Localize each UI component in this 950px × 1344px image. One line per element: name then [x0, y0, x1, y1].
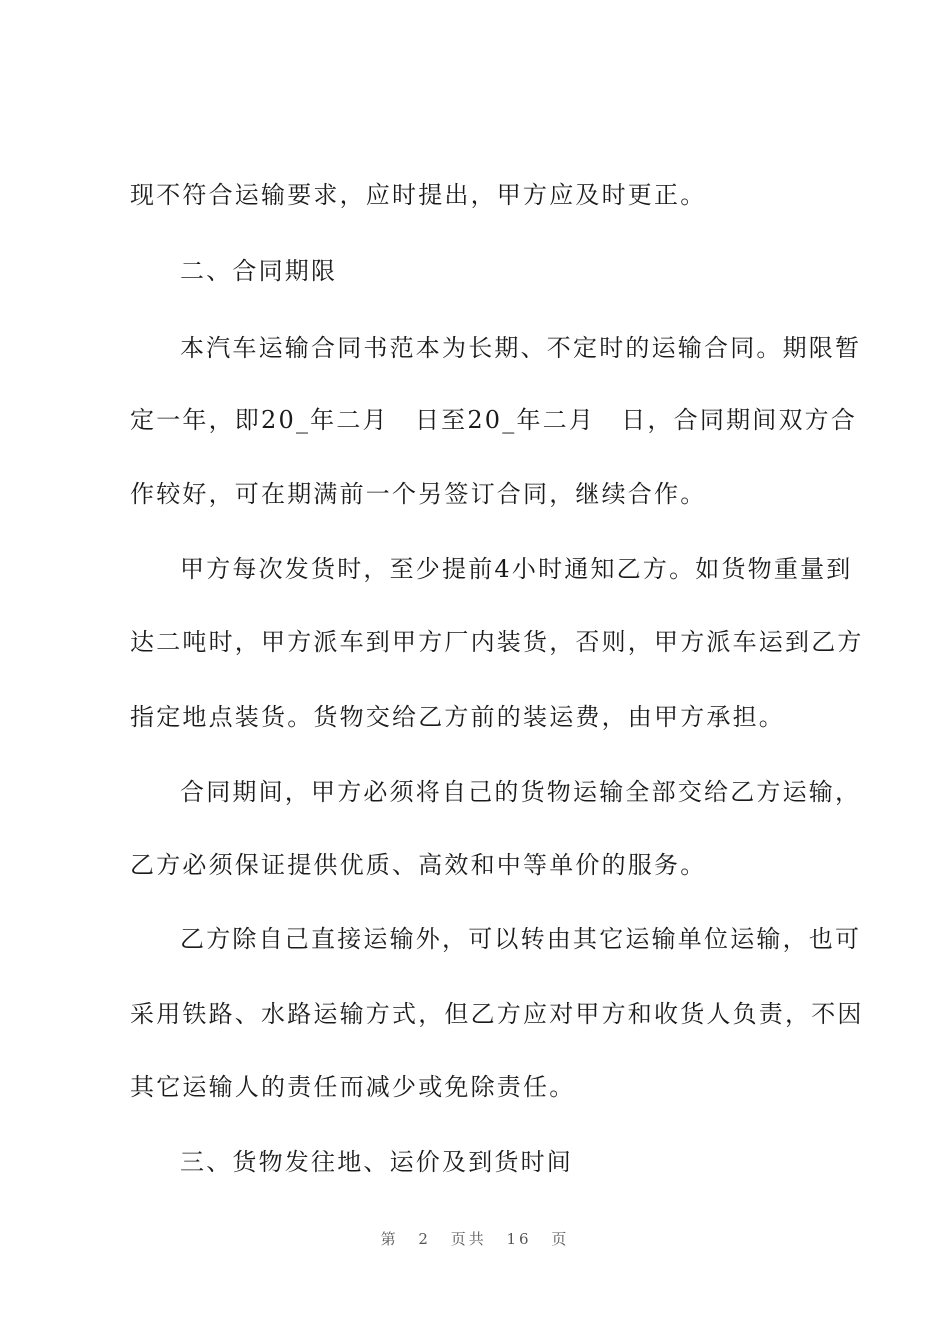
- footer-middle: 页共: [450, 1230, 487, 1248]
- text-line: 作较好，可在期满前一个另签订合同，继续合作。: [130, 480, 707, 508]
- section-heading: 二、合同期限: [180, 257, 338, 285]
- text-line: 指定地点装货。货物交给乙方前的装运费，由甲方承担。: [130, 703, 785, 731]
- text-line: 其它运输人的责任而减少或免除责任。: [130, 1073, 576, 1101]
- footer-total-pages: 16: [506, 1230, 532, 1248]
- text-line: 乙方必须保证提供优质、高效和中等单价的服务。: [130, 851, 707, 879]
- section-heading: 三、货物发往地、运价及到货时间: [180, 1148, 573, 1176]
- paragraph-line: 甲方每次发货时，至少提前4小时通知乙方。如货物重量到: [180, 555, 853, 583]
- paragraph-line: 本汽车运输合同书范本为长期、不定时的运输合同。期限暂: [180, 334, 862, 362]
- footer-suffix: 页: [551, 1230, 570, 1248]
- text-line: 采用铁路、水路运输方式，但乙方应对甲方和收货人负责，不因: [130, 1000, 864, 1028]
- text-line: 达二吨时，甲方派车到甲方厂内装货，否则，甲方派车运到乙方: [130, 628, 864, 656]
- paragraph-line: 乙方除自己直接运输外，可以转由其它运输单位运输，也可: [180, 925, 862, 953]
- text-line: 定一年，即20_年二月 日至20_年二月 日，合同期间双方合: [130, 406, 858, 434]
- footer-page-number: 2: [418, 1230, 431, 1248]
- paragraph-line: 合同期间，甲方必须将自己的货物运输全部交给乙方运输，: [180, 778, 862, 806]
- text-line: 现不符合运输要求，应时提出，甲方应及时更正。: [130, 181, 707, 209]
- footer-prefix: 第: [380, 1230, 399, 1248]
- page-footer: [0, 1228, 950, 1249]
